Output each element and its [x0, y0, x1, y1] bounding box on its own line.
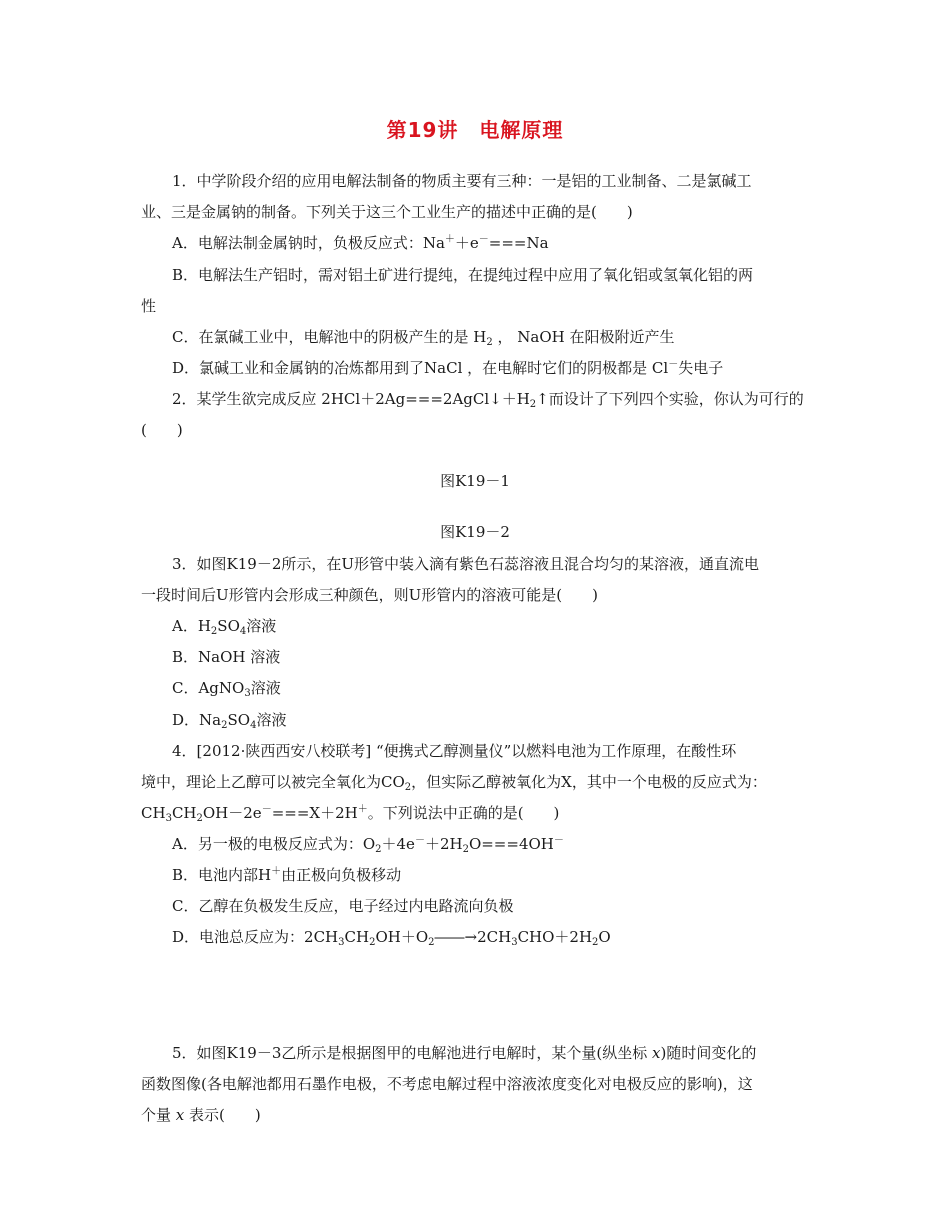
q3-option-c: C．AgNO$_3$溶液 [172, 679, 281, 699]
q3-stem-line1: 3．如图K19－2所示，在U形管中装入滴有紫色石蕊溶液且混合均匀的某溶液，通直流电 [172, 555, 760, 573]
q1-stem-line1: 1．中学阶段介绍的应用电解法制备的物质主要有三种：一是铝的工业制备、二是氯碱工 [172, 172, 752, 190]
q1-stem-line2: 业、三是金属钠的制备。下列关于这三个工业生产的描述中正确的是( ) [141, 203, 633, 221]
q1-option-b-line2: 性 [141, 297, 157, 315]
q4-option-a: A．另一极的电极反应式为：$O_2+4e^-+2H_2O===4OH^-$ [172, 835, 564, 855]
q3-option-d: D．$Na_2SO_4$溶液 [172, 711, 287, 731]
q5-stem-line1: 5．如图K19－3乙所示是根据图甲的电解池进行电解时，某个量(纵坐标 x)随时间变化的 [172, 1044, 757, 1062]
q4-stem-line2: 境中，理论上乙醇可以被完全氧化为$CO_2$，但实际乙醇被氧化为X，其中一个电极的反应式为： [141, 773, 767, 793]
q5-stem-line2: 函数图像(各电解池都用石墨作电极，不考虑电解过程中溶液浓度变化对电极反应的影响)，这 [141, 1075, 753, 1093]
q2-stem-line2: ( ) [141, 421, 183, 439]
q4-stem-line1: 4．[2012·陕西西安八校联考] “便携式乙醇测量仪”以燃料电池为工作原理，在酸性环 [172, 742, 737, 760]
q4-option-c: C．乙醇在负极发生反应，电子经过内电路流向负极 [172, 897, 514, 915]
q1-option-c: C．在氯碱工业中，电解池中的阴极产生的是 $H_2$ ， NaOH 在阳极附近产生 [172, 328, 675, 348]
q1-option-b-line1: B．电解法生产铝时，需对铝土矿进行提纯，在提纯过程中应用了氧化铝或氢氧化铝的两 [172, 266, 754, 284]
q1-option-a: A．电解法制金属钠时，负极反应式：Na＋＋e－===Na [172, 234, 549, 252]
q4-option-d: D．电池总反应为：$2CH_3CH_2OH+O_2――\to 2CH_3CHO+2H_2O$ [172, 928, 611, 948]
figure-caption-k19-1: 图K19－1 [440, 472, 510, 490]
q3-option-a: A．$H_2SO_4$溶液 [172, 617, 277, 637]
q4-option-b: B．电池内部H＋由正极向负极移动 [172, 866, 402, 884]
figure-caption-k19-2: 图K19－2 [440, 523, 510, 541]
q3-option-b: B．NaOH 溶液 [172, 648, 281, 666]
q5-stem-line3: 个量 x 表示( ) [141, 1106, 261, 1124]
q1-option-d: D．氯碱工业和金属钠的冶炼都用到了NaCl ，在电解时它们的阴极都是 Cl－失电子 [172, 359, 724, 377]
q2-stem-line1: 2．某学生欲完成反应 $2HCl+2Ag===2AgCl↓+H_2↑$而设计了下列四个实验，你认为可行的 [172, 390, 804, 410]
q3-stem-line2: 一段时间后U形管内会形成三种颜色，则U形管内的溶液可能是( ) [141, 586, 598, 604]
q4-stem-line3: $CH_3CH_2OH-2e^-===X+2H^+$。下列说法中正确的是( ) [141, 804, 560, 824]
page-title: 第19讲 电解原理 [386, 118, 564, 142]
